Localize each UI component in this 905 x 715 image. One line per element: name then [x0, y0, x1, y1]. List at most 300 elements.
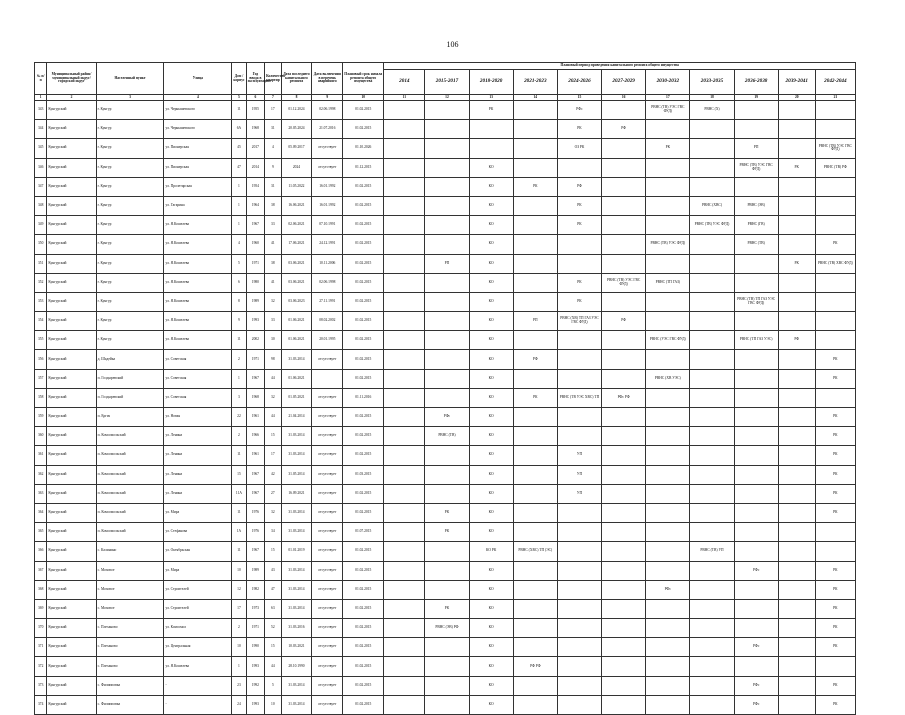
period-work-cell — [690, 312, 734, 331]
inclusion-date-cell: отсутствует — [312, 350, 343, 369]
period-work-cell — [602, 158, 646, 177]
inclusion-date-cell: отсутствует — [312, 465, 343, 484]
plan-term-cell: 01.02.2015 — [343, 484, 384, 503]
period-work-cell: КО — [469, 235, 513, 254]
settlement-cell: п. Комсомольский — [96, 523, 164, 542]
period-work-cell — [602, 177, 646, 196]
period-work-cell — [690, 235, 734, 254]
period-work-cell — [646, 216, 690, 235]
overhaul-date-cell: 16.06.2021 — [281, 196, 312, 215]
house-cell: 11 — [232, 446, 246, 465]
municipality-cell: Кунгурский — [47, 216, 96, 235]
period-work-cell — [602, 139, 646, 158]
period-work-cell: КО — [469, 484, 513, 503]
period-work-cell — [513, 254, 557, 273]
period-work-cell — [557, 561, 601, 580]
build-year-cell: 1967 — [246, 542, 264, 561]
period-work-cell — [602, 292, 646, 311]
period-work-cell — [557, 408, 601, 427]
settlement-cell: г. Кунгур — [96, 101, 164, 120]
header-column-number: 6 — [246, 95, 264, 101]
period-work-cell — [815, 292, 855, 311]
municipality-cell: Кунгурский — [47, 350, 96, 369]
period-work-cell — [646, 427, 690, 446]
period-work-cell: РФс — [557, 101, 601, 120]
house-cell: 23 — [232, 676, 246, 695]
period-work-cell: КО — [469, 216, 513, 235]
period-work-cell — [513, 580, 557, 599]
municipality-cell: Кунгурский — [47, 331, 96, 350]
house-cell: 1А — [232, 523, 246, 542]
period-work-cell — [513, 101, 557, 120]
table-row — [35, 408, 856, 427]
header-plan-period: Плановый период проведения капитального ремонта общего имущества — [384, 63, 856, 70]
period-work-cell — [557, 523, 601, 542]
apartments-cell: 41 — [265, 235, 281, 254]
period-work-cell: РВНС (ТВ УЭС ХВС) ТП — [557, 388, 601, 407]
period-work-cell — [557, 254, 601, 273]
period-work-cell — [557, 638, 601, 657]
period-work-cell: КО — [469, 446, 513, 465]
header-column-number: 5 — [232, 95, 246, 101]
period-work-cell — [690, 695, 734, 714]
period-work-cell: КО — [469, 676, 513, 695]
header-column-number: 17 — [646, 95, 690, 101]
row-number: 349 — [35, 216, 47, 235]
period-work-cell: РК — [815, 580, 855, 599]
period-work-cell — [384, 101, 425, 120]
inclusion-date-cell: 10.11.2006 — [312, 254, 343, 273]
street-cell: ул. Я.Кошелева — [164, 235, 232, 254]
table-row — [35, 254, 856, 273]
table-row — [35, 465, 856, 484]
settlement-cell: п. Ергач — [96, 408, 164, 427]
period-work-cell — [646, 657, 690, 676]
build-year-cell: 1990 — [246, 638, 264, 657]
overhaul-date-cell: 31.03.2014 — [281, 676, 312, 695]
period-work-cell: РВНС (ТВ) УЭС ГВС ФУД) — [734, 158, 778, 177]
build-year-cell: 1971 — [246, 254, 264, 273]
period-work-cell: РВНС (ТВ) ТП ГАЗ УЭС ГВС ФУД) — [734, 292, 778, 311]
period-work-cell: РК — [815, 408, 855, 427]
header-year: Год ввода в эксплуатацию — [246, 63, 264, 95]
inclusion-date-cell: 20.01.1995 — [312, 331, 343, 350]
period-work-cell: РВНС (Х) — [690, 101, 734, 120]
period-work-cell — [425, 331, 469, 350]
header-column-number: 15 — [557, 95, 601, 101]
build-year-cell: 1960 — [246, 235, 264, 254]
period-work-cell — [557, 542, 601, 561]
plan-term-cell: 01.02.2015 — [343, 120, 384, 139]
table-row — [35, 446, 856, 465]
plan-term-cell: 01.02.2015 — [343, 638, 384, 657]
inclusion-date-cell: отсутствует — [312, 158, 343, 177]
house-cell: 3 — [232, 388, 246, 407]
inclusion-date-cell: отсутствует — [312, 561, 343, 580]
period-work-cell: РВНС (ТВ) УП — [690, 542, 734, 561]
build-year-cell: 1989 — [246, 292, 264, 311]
period-work-cell — [646, 523, 690, 542]
overhaul-date-cell: 03.06.2021 — [281, 254, 312, 273]
table-row — [35, 695, 856, 714]
apartments-cell: 5 — [265, 676, 281, 695]
settlement-cell: п. Голдыревский — [96, 369, 164, 388]
inclusion-date-cell: отсутствует — [312, 638, 343, 657]
header-column-number: 4 — [164, 95, 232, 101]
settlement-cell: д. Шадейка — [96, 350, 164, 369]
period-work-cell — [425, 657, 469, 676]
period-work-cell — [646, 484, 690, 503]
header-street: Улица — [164, 63, 232, 95]
settlement-cell: п. Комсомольский — [96, 503, 164, 522]
header-column-number: 2 — [47, 95, 96, 101]
plan-term-cell: 01.02.2015 — [343, 542, 384, 561]
period-work-cell: РВНС (ХВС) — [690, 196, 734, 215]
house-cell: 1 — [232, 657, 246, 676]
period-work-cell: РФ — [602, 120, 646, 139]
street-cell: ул. Ленина — [164, 465, 232, 484]
header-column-number: 8 — [281, 95, 312, 101]
plan-term-cell: 01.02.2015 — [343, 312, 384, 331]
house-cell: 1 — [232, 369, 246, 388]
period-work-cell: РК — [557, 216, 601, 235]
row-number: 344 — [35, 120, 47, 139]
settlement-cell: п. Комсомольский — [96, 484, 164, 503]
overhaul-date-cell: 31.03.2014 — [281, 561, 312, 580]
overhaul-date-cell: 03.06.2023 — [281, 292, 312, 311]
row-number: 368 — [35, 580, 47, 599]
plan-term-cell: 01.02.2015 — [343, 216, 384, 235]
period-work-cell — [513, 484, 557, 503]
period-work-cell: КО — [469, 292, 513, 311]
row-number: 353 — [35, 292, 47, 311]
period-work-cell: РК — [815, 638, 855, 657]
period-work-cell — [646, 599, 690, 618]
period-work-cell: КО — [469, 158, 513, 177]
overhaul-date-cell: 05.09.2017 — [281, 139, 312, 158]
street-cell: ул. Гагарина — [164, 196, 232, 215]
period-work-cell — [646, 408, 690, 427]
period-work-cell — [384, 580, 425, 599]
table-row — [35, 196, 856, 215]
inclusion-date-cell: 16.01.1992 — [312, 196, 343, 215]
table-row — [35, 158, 856, 177]
build-year-cell: 2014 — [246, 158, 264, 177]
period-work-cell — [690, 273, 734, 292]
period-work-cell — [425, 101, 469, 120]
header-period: 2039-2041 — [778, 70, 815, 95]
street-cell: ул. Мира — [164, 561, 232, 580]
house-cell: 45 — [232, 139, 246, 158]
municipality-cell: Кунгурский — [47, 408, 96, 427]
build-year-cell: 1961 — [246, 408, 264, 427]
table-row — [35, 427, 856, 446]
settlement-cell: п. Комсомольский — [96, 465, 164, 484]
plan-term-cell: 01.02.2015 — [343, 101, 384, 120]
period-work-cell — [646, 619, 690, 638]
settlement-cell: с. Плеханово — [96, 619, 164, 638]
period-work-cell — [778, 350, 815, 369]
period-work-cell — [425, 388, 469, 407]
street-cell: ул. Комсомол — [164, 619, 232, 638]
street-cell: ул. Советская — [164, 388, 232, 407]
period-work-cell — [690, 369, 734, 388]
period-work-cell: КО — [469, 619, 513, 638]
overhaul-date-cell: 01.06.2021 — [281, 312, 312, 331]
overhaul-date-cell: 31.03.2016 — [281, 619, 312, 638]
header-apartments: Количество квартир — [265, 63, 281, 95]
street-cell: ул. Октябрьская — [164, 542, 232, 561]
apartments-cell: 32 — [265, 388, 281, 407]
house-cell: 1 — [232, 177, 246, 196]
period-work-cell — [384, 369, 425, 388]
table-row — [35, 235, 856, 254]
period-work-cell — [690, 484, 734, 503]
period-work-cell — [602, 465, 646, 484]
period-work-cell: РФс — [734, 561, 778, 580]
header-period: 2014 — [384, 70, 425, 95]
row-number: 347 — [35, 177, 47, 196]
street-cell: ул. Строителей — [164, 599, 232, 618]
table-row — [35, 657, 856, 676]
period-work-cell — [425, 312, 469, 331]
period-work-cell — [384, 158, 425, 177]
street-cell: ул. Я.Кошелева — [164, 331, 232, 350]
period-work-cell — [778, 446, 815, 465]
street-cell: ул. Пионерская — [164, 139, 232, 158]
settlement-cell: г. Кунгур — [96, 254, 164, 273]
period-work-cell: КО — [469, 523, 513, 542]
period-work-cell: КО — [469, 331, 513, 350]
settlement-cell: г. Кунгур — [96, 216, 164, 235]
period-work-cell — [557, 676, 601, 695]
row-number: 357 — [35, 369, 47, 388]
period-work-cell — [469, 120, 513, 139]
apartments-cell: 44 — [265, 408, 281, 427]
build-year-cell: 1976 — [246, 503, 264, 522]
apartments-cell: 9 — [265, 158, 281, 177]
period-work-cell — [690, 139, 734, 158]
period-work-cell — [602, 523, 646, 542]
period-work-cell: КО — [469, 599, 513, 618]
period-work-cell: РВНС (ХВ) ТП ГАЗ УЭС ГВС ФУД) — [557, 312, 601, 331]
period-work-cell: РК — [815, 465, 855, 484]
period-work-cell — [557, 369, 601, 388]
period-work-cell: РФс — [646, 580, 690, 599]
period-work-cell — [646, 446, 690, 465]
plan-term-cell: 01.03.2015 — [343, 465, 384, 484]
period-work-cell — [690, 177, 734, 196]
period-work-cell — [778, 388, 815, 407]
apartments-cell: 38 — [265, 196, 281, 215]
header-column-number: 12 — [425, 95, 469, 101]
period-work-cell — [513, 503, 557, 522]
period-work-cell — [690, 657, 734, 676]
overhaul-date-cell: 03.06.2021 — [281, 273, 312, 292]
period-work-cell — [602, 561, 646, 580]
period-work-cell — [734, 619, 778, 638]
period-work-cell — [513, 158, 557, 177]
inclusion-date-cell: отсутствует — [312, 484, 343, 503]
street-cell: - — [164, 676, 232, 695]
period-work-cell — [690, 676, 734, 695]
period-work-cell — [425, 273, 469, 292]
build-year-cell: 1966 — [246, 427, 264, 446]
overhaul-date-cell: 01.05.2021 — [281, 388, 312, 407]
overhaul-date-cell: 01.06.2021 — [281, 369, 312, 388]
period-work-cell — [384, 484, 425, 503]
header-column-number: 13 — [469, 95, 513, 101]
municipality-cell: Кунгурский — [47, 235, 96, 254]
settlement-cell: г. Кунгур — [96, 196, 164, 215]
header-period: 2015-2017 — [425, 70, 469, 95]
period-work-cell — [646, 158, 690, 177]
municipality-cell: Кунгурский — [47, 676, 96, 695]
period-work-cell — [815, 177, 855, 196]
period-work-cell — [778, 542, 815, 561]
period-work-cell: РВНС (ТВ) УЭС ФУД) — [690, 216, 734, 235]
period-work-cell — [646, 177, 690, 196]
municipality-cell: Кунгурский — [47, 101, 96, 120]
inclusion-date-cell — [312, 369, 343, 388]
overhaul-date-cell: 31.03.2014 — [281, 427, 312, 446]
plan-term-cell: 01.02.2015 — [343, 254, 384, 273]
period-work-cell: РК — [815, 427, 855, 446]
period-work-cell — [602, 235, 646, 254]
period-work-cell — [778, 580, 815, 599]
period-work-cell — [734, 273, 778, 292]
period-work-cell: РФ — [513, 350, 557, 369]
header-last-overhaul: Дата последнего капитального ремонта — [281, 63, 312, 95]
period-work-cell: РК — [557, 120, 601, 139]
municipality-cell: Кунгурский — [47, 446, 96, 465]
house-cell: 5 — [232, 254, 246, 273]
plan-term-cell: 01.02.2015 — [343, 196, 384, 215]
period-work-cell — [778, 427, 815, 446]
plan-term-cell: 01.02.2015 — [343, 331, 384, 350]
municipality-cell: Кунгурский — [47, 196, 96, 215]
apartments-cell: 15 — [265, 427, 281, 446]
period-work-cell: РК — [815, 369, 855, 388]
inclusion-date-cell: отсутствует — [312, 676, 343, 695]
period-work-cell — [602, 196, 646, 215]
period-work-cell — [384, 331, 425, 350]
period-work-cell: РВНС (ТП ГАЗ УЭС) — [734, 331, 778, 350]
build-year-cell: 1971 — [246, 350, 264, 369]
overhaul-date-cell: 02.06.2021 — [281, 216, 312, 235]
apartments-cell: 31 — [265, 177, 281, 196]
table-row — [35, 350, 856, 369]
overhaul-date-cell: 21.04.2014 — [281, 408, 312, 427]
row-number: 359 — [35, 408, 47, 427]
period-work-cell — [646, 254, 690, 273]
municipality-cell: Кунгурский — [47, 312, 96, 331]
period-work-cell — [815, 216, 855, 235]
house-cell: 47 — [232, 158, 246, 177]
period-work-cell: РФс — [734, 676, 778, 695]
period-work-cell — [602, 676, 646, 695]
house-cell: 1 — [232, 196, 246, 215]
municipality-cell: Кунгурский — [47, 503, 96, 522]
period-work-cell — [513, 235, 557, 254]
table-row — [35, 599, 856, 618]
plan-term-cell: 01.02.2015 — [343, 657, 384, 676]
municipality-cell: Кунгурский — [47, 657, 96, 676]
capital-repair-register-table — [34, 62, 856, 715]
period-work-cell — [778, 695, 815, 714]
period-work-cell — [384, 503, 425, 522]
municipality-cell: Кунгурский — [47, 177, 96, 196]
period-work-cell: РВНС (ГВ) — [734, 216, 778, 235]
house-cell: 12 — [232, 580, 246, 599]
inclusion-date-cell: отсутствует — [312, 388, 343, 407]
period-work-cell: УП — [557, 465, 601, 484]
period-work-cell — [513, 638, 557, 657]
overhaul-date-cell: 31.05.2014 — [281, 465, 312, 484]
table-row — [35, 503, 856, 522]
period-work-cell — [384, 523, 425, 542]
period-work-cell: РФс — [734, 638, 778, 657]
house-cell: 11 — [232, 542, 246, 561]
period-work-cell — [425, 695, 469, 714]
row-number: 370 — [35, 619, 47, 638]
overhaul-date-cell: 11.05.2022 — [281, 177, 312, 196]
street-cell: ул. Ленина — [164, 446, 232, 465]
period-work-cell — [602, 408, 646, 427]
inclusion-date-cell: отсутствует — [312, 408, 343, 427]
period-work-cell — [734, 599, 778, 618]
period-work-cell — [778, 312, 815, 331]
overhaul-date-cell: 16.09.2021 — [281, 484, 312, 503]
house-cell: 22 — [232, 408, 246, 427]
row-number: 343 — [35, 101, 47, 120]
apartments-cell: 63 — [265, 599, 281, 618]
apartments-cell: 42 — [265, 465, 281, 484]
table-row — [35, 120, 856, 139]
build-year-cell: 1973 — [246, 599, 264, 618]
overhaul-date-cell: 2024 — [281, 158, 312, 177]
period-work-cell: РВНС (ТВ) — [425, 427, 469, 446]
period-work-cell — [778, 177, 815, 196]
period-work-cell: РФс — [734, 695, 778, 714]
municipality-cell: Кунгурский — [47, 542, 96, 561]
apartments-cell: 47 — [265, 580, 281, 599]
period-work-cell: КО — [469, 196, 513, 215]
street-cell: ул. Чернышевского — [164, 101, 232, 120]
period-work-cell — [778, 292, 815, 311]
period-work-cell: РВНС (ТВ) УЭС ФУД) — [646, 235, 690, 254]
period-work-cell: КО — [469, 388, 513, 407]
period-work-cell — [513, 427, 557, 446]
period-work-cell — [734, 503, 778, 522]
settlement-cell: с. Плеханово — [96, 657, 164, 676]
period-work-cell: РВНС (ТВ) ХВС ФУД) — [815, 254, 855, 273]
period-work-cell — [513, 369, 557, 388]
house-cell: 11 — [232, 331, 246, 350]
period-work-cell: КО — [469, 369, 513, 388]
house-cell: 17 — [232, 599, 246, 618]
period-work-cell — [557, 503, 601, 522]
row-number: 346 — [35, 158, 47, 177]
period-work-cell — [646, 292, 690, 311]
period-work-cell — [513, 408, 557, 427]
period-work-cell: РК — [815, 599, 855, 618]
period-work-cell — [384, 619, 425, 638]
period-work-cell — [557, 599, 601, 618]
period-work-cell — [384, 427, 425, 446]
period-work-cell — [690, 292, 734, 311]
apartments-cell: 31 — [265, 120, 281, 139]
